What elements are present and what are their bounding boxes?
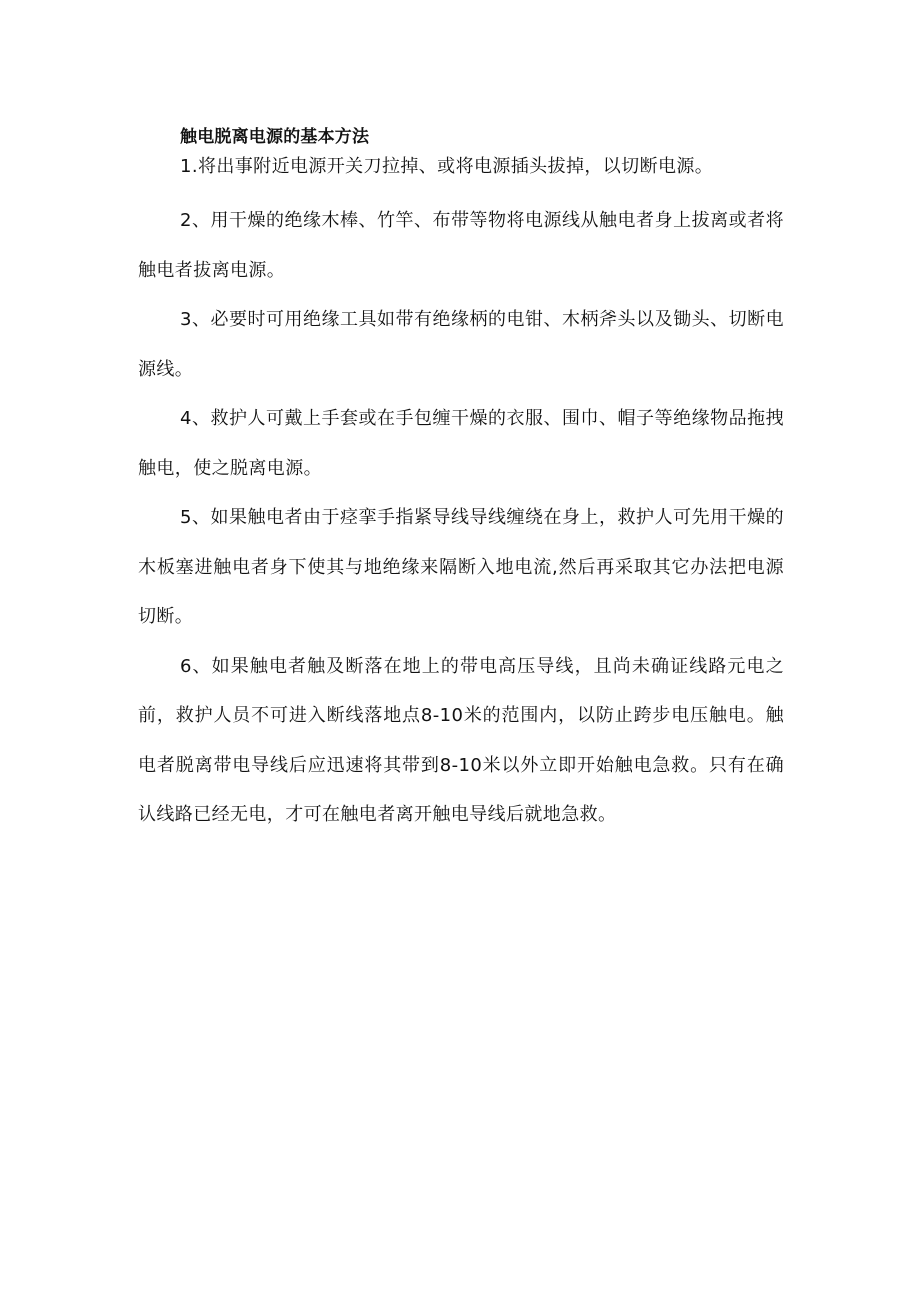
paragraph-5: 5、如果触电者由于痉挛手指紧导线导线缠绕在身上，救护人可先用干燥的木板塞进触电者身下使其与地绝缘来隔断入地电流,然后再采取其它办法把电源切断。 <box>138 507 784 627</box>
document-title: 触电脱离电源的基本方法 <box>180 127 370 147</box>
paragraph-4: 4、救护人可戴上手套或在手包缠干燥的衣服、围巾、帽子等绝缘物品拖拽触电，使之脱离电源。 <box>138 408 784 479</box>
paragraph-3: 3、必要时可用绝缘工具如带有绝缘柄的电钳、木柄斧头以及锄头、切断电源线。 <box>138 309 784 380</box>
paragraph-2: 2、用干燥的绝缘木棒、竹竿、布带等物将电源线从触电者身上拔离或者将触电者拔离电源。 <box>138 210 784 281</box>
paragraph-6: 6、如果触电者触及断落在地上的带电高压导线，且尚未确证线路元电之前，救护人员不可进入断线落地点8-10米的范围内，以防止跨步电压触电。触电者脱离带电导线后应迅速将其带到8-10米以外立即开始触电急救。只有在确认线路已经无电，才可在触电者离开触电导线后就地急救。 <box>138 655 784 825</box>
document-body <box>138 124 784 840</box>
paragraph-1: 1.将出事附近电源开关刀拉掉、或将电源插头拔掉，以切断电源。 <box>180 156 714 177</box>
